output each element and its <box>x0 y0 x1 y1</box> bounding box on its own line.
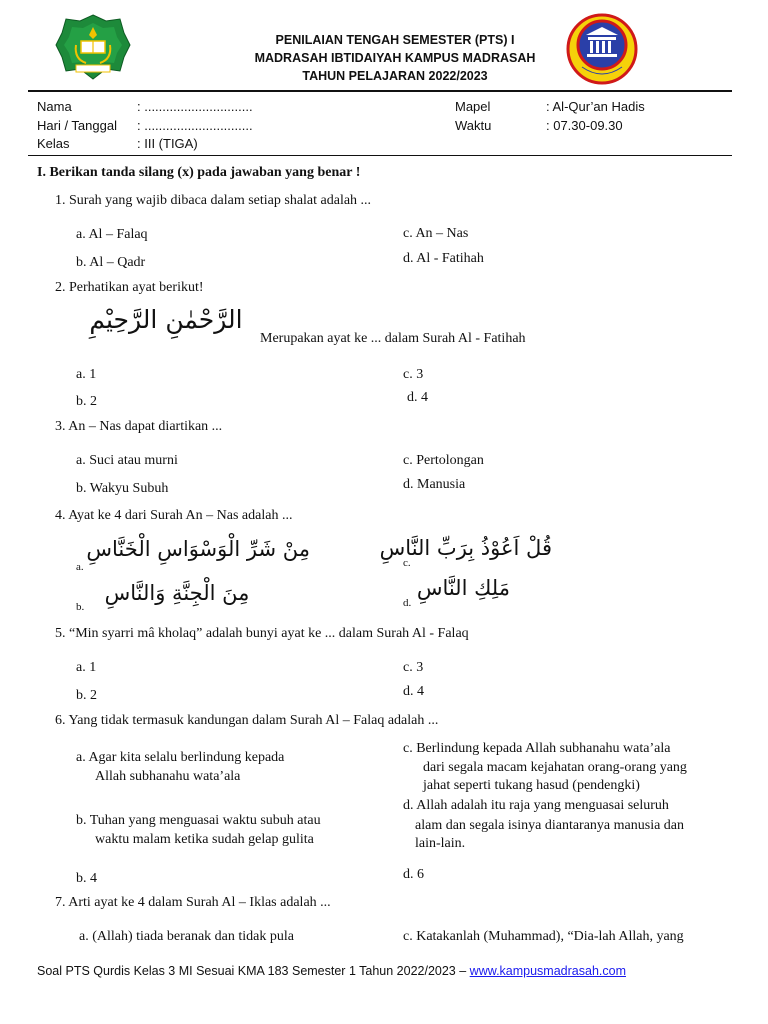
kampus-madrasah-logo <box>566 13 638 85</box>
q3-option-b[interactable]: b. Wakyu Subuh <box>76 481 169 496</box>
info-rule <box>28 155 732 156</box>
q4-option-d[interactable]: d. <box>403 597 412 609</box>
q6-option-a-line2: Allah subhanahu wata’ala <box>95 769 241 784</box>
nama-value[interactable]: : .............................. <box>137 99 253 114</box>
header-rule <box>28 90 732 92</box>
q2-option-b[interactable]: b. 2 <box>76 394 97 409</box>
q6-extra-d[interactable]: d. 6 <box>403 867 424 882</box>
q4-option-b[interactable]: b. <box>76 601 85 613</box>
footer-link[interactable]: www.kampusmadrasah.com <box>469 964 626 978</box>
q2-option-a[interactable]: a. 1 <box>76 367 97 382</box>
q5-option-d[interactable]: d. 4 <box>403 684 424 699</box>
hari-value[interactable]: : .............................. <box>137 118 253 133</box>
q7-option-a[interactable]: a. (Allah) tiada beranak dan tidak pula <box>79 929 294 944</box>
kelas-value: : III (TIGA) <box>137 136 198 151</box>
kemenag-logo <box>54 13 132 83</box>
q6-extra-b[interactable]: b. 4 <box>76 871 97 886</box>
q6-option-d-line1[interactable]: d. Allah adalah itu raja yang menguasai seluruh <box>403 798 669 813</box>
question-1: 1. Surah yang wajib dibaca dalam setiap shalat adalah ... <box>55 193 372 208</box>
mapel-value: : Al-Qur’an Hadis <box>546 99 645 114</box>
q5-option-b[interactable]: b. 2 <box>76 688 97 703</box>
q2-option-c[interactable]: c. 3 <box>403 367 424 382</box>
q2-arabic-verse: الرَّحْمٰنِ الرَّحِيْمِ <box>89 305 243 334</box>
q1-option-d[interactable]: d. Al - Fatihah <box>403 251 484 266</box>
footer-text: Soal PTS Qurdis Kelas 3 MI Sesuai KMA 183 Semester 1 Tahun 2022/2023 – <box>37 964 470 978</box>
section-title: I. Berikan tanda silang (x) pada jawaban yang benar ! <box>37 165 361 180</box>
q3-option-d[interactable]: d. Manusia <box>403 477 466 492</box>
q3-option-c[interactable]: c. Pertolongan <box>403 453 484 468</box>
header-line-2: MADRASAH IBTIDAIYAH KAMPUS MADRASAH <box>254 51 536 65</box>
q4-arabic-d: مَلِكِ النَّاسِ <box>416 576 510 600</box>
q4-arabic-a: مِنْ شَرِّ الْوَسْوَاسِ الْخَنَّاسِ <box>86 537 310 561</box>
hari-label: Hari / Tanggal <box>37 118 117 133</box>
q4-option-c[interactable]: c. <box>403 557 411 569</box>
q3-option-a[interactable]: a. Suci atau murni <box>76 453 178 468</box>
q5-option-c[interactable]: c. 3 <box>403 660 424 675</box>
q6-option-c-line1[interactable]: c. Berlindung kepada Allah subhanahu wata’ala <box>403 741 671 756</box>
footer <box>37 964 626 978</box>
question-5: 5. “Min syarri mâ kholaq” adalah bunyi ayat ke ... dalam Surah Al - Falaq <box>55 626 469 641</box>
q6-option-a-line1[interactable]: a. Agar kita selalu berlindung kepada <box>76 750 285 765</box>
q2-after-text: Merupakan ayat ke ... dalam Surah Al - Fatihah <box>260 331 526 346</box>
header-line-3: TAHUN PELAJARAN 2022/2023 <box>302 69 488 83</box>
kelas-label: Kelas <box>37 136 70 151</box>
q1-option-c[interactable]: c. An – Nas <box>403 226 469 241</box>
q6-option-c-line2: dari segala macam kejahatan orang-orang yang <box>423 760 687 775</box>
q1-option-a[interactable]: a. Al – Falaq <box>76 227 148 242</box>
header-line-1: PENILAIAN TENGAH SEMESTER (PTS) I <box>275 33 515 47</box>
q6-option-d-line2: alam dan segala isinya diantaranya manusia dan <box>415 818 685 833</box>
mapel-label: Mapel <box>455 99 491 114</box>
question-2: 2. Perhatikan ayat berikut! <box>55 280 204 295</box>
q7-option-c[interactable]: c. Katakanlah (Muhammad), “Dia-lah Allah, yang <box>403 929 684 944</box>
nama-label: Nama <box>37 99 72 114</box>
q6-option-b-line1[interactable]: b. Tuhan yang menguasai waktu subuh atau <box>76 813 321 828</box>
q5-option-a[interactable]: a. 1 <box>76 660 97 675</box>
waktu-value: : 07.30-09.30 <box>546 118 623 133</box>
question-7: 7. Arti ayat ke 4 dalam Surah Al – Iklas adalah ... <box>55 895 331 910</box>
q2-option-d[interactable]: d. 4 <box>407 390 428 405</box>
q4-arabic-b: مِنَ الْجِنَّةِ وَالنَّاسِ <box>104 581 250 605</box>
question-3: 3. An – Nas dapat diartikan ... <box>55 419 223 434</box>
question-6: 6. Yang tidak termasuk kandungan dalam Surah Al – Falaq adalah ... <box>55 713 439 728</box>
q1-option-b[interactable]: b. Al – Qadr <box>76 255 146 270</box>
q6-option-b-line2: waktu malam ketika sudah gelap gulita <box>95 832 314 847</box>
question-4: 4. Ayat ke 4 dari Surah An – Nas adalah ... <box>55 508 293 523</box>
q6-option-d-line3: lain-lain. <box>415 836 466 851</box>
waktu-label: Waktu <box>455 118 492 133</box>
q6-option-c-line3: jahat seperti tukang hasud (pendengki) <box>423 778 640 793</box>
q4-option-a[interactable]: a. <box>76 561 84 573</box>
q4-arabic-c: قُلْ اَعُوْذُ بِرَبِّ النَّاسِ <box>379 536 552 560</box>
